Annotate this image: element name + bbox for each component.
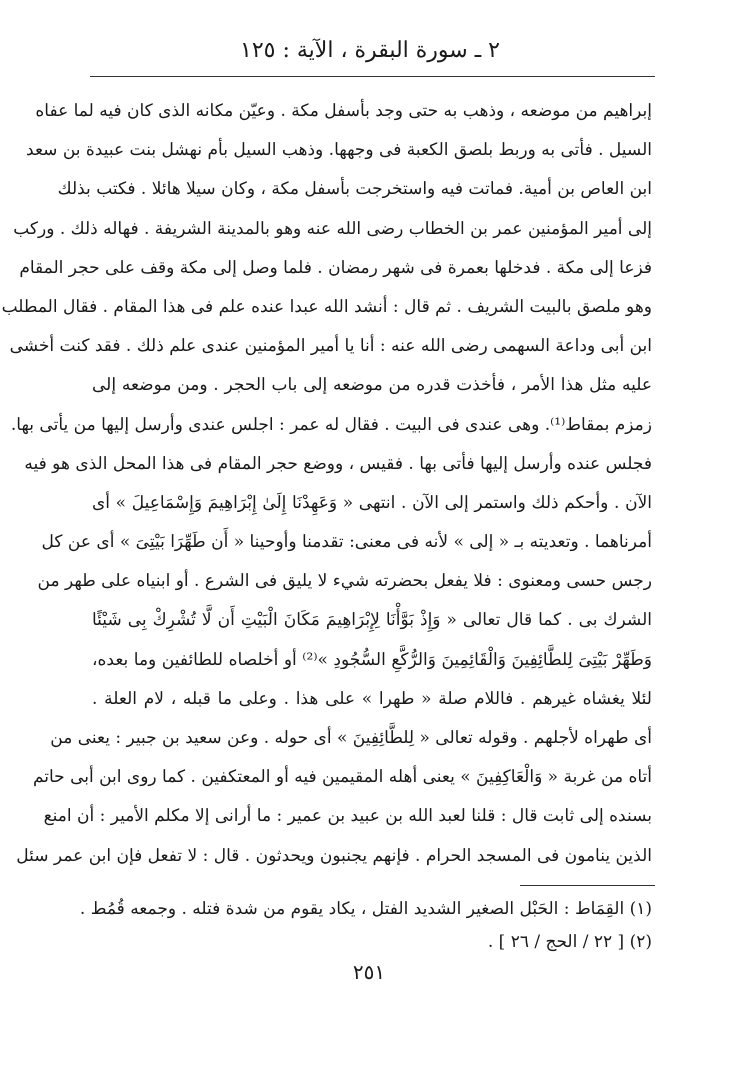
footnote-divider [520, 885, 655, 886]
body-line: الشرك بى . كما قال تعالى « وَإِذْ بَوَّأْنَا لِإِبْرَاهِيمَ مَكَانَ الْبَيْتِ أَن لَّا تُشْرِكْ بِى شَيْئًا [92, 610, 652, 631]
body-line: فجلس عنده وأرسل إليها فأتى بها . فقيس ، ووضع حجر المقام فى هذا المحل الذى هو فيه [24, 453, 652, 474]
body-line: أتاه من غربة « وَالْعَاكِفِينَ » يعنى أهله المقيمين فيه أو المعتكفين . كما روى ابن أبى حاتم [32, 767, 652, 788]
body-line: أمرناهما . وتعديته بـ « إلى » لأنه فى معنى: تقدمنا وأوحينا « أَن طَهِّرَا بَيْتِىَ » أى عن كل [41, 532, 652, 553]
page-number: ٢٥١ [352, 960, 386, 984]
body-line: الذين ينامون فى المسجد الحرام . فإنهم يجنبون ويحدثون . قال : لا تفعل فإن ابن عمر سئل [16, 845, 652, 866]
running-header: ٢ ـ سورة البقرة ، الآية : ١٢٥ [240, 38, 500, 63]
body-line: ابن العاص بن أمية. فماتت فيه واستخرجت بأسفل مكة ، وكان سيلا هائلا . فكتب بذلك [57, 179, 652, 200]
body-line: وَطَهِّرْ بَيْتِىَ لِلطَّائِفِينَ وَالْقَائِمِينَ وَالرُّكَّعِ السُّجُودِ »⁽²⁾ أو أخلصاه للطائفين وما بعده، [92, 649, 653, 670]
body-line: زمزم بمقاط⁽¹⁾. وهى عندى فى البيت . فقال له عمر : اجلس عندى وأرسل إليها من يأتى بها. [10, 414, 652, 435]
body-line: أى طهراه لأجلهم . وقوله تعالى « لِلطَّائِفِينَ » أى حوله . وعن سعيد بن جبير : يعنى من [50, 728, 652, 748]
body-line: ابن أبى وداعة السهمى رضى الله عنه : أنا يا أمير المؤمنين عندى علم ذلك . فقد كنت أخشى [9, 336, 652, 357]
body-line: السيل . فأتى به وربط بلصق الكعبة فى وجهها. وذهب السيل بأم نهشل بنت عبيدة بن سعد [26, 140, 652, 161]
body-line: إبراهيم من موضعه ، وذهب به حتى وجد بأسفل مكة . وعيّن مكانه الذى كان فيه لما عفاه [35, 101, 652, 121]
body-line: إلى أمير المؤمنين عمر بن الخطاب رضى الله عنه وهو بالمدينة الشريفة . فهاله ذلك . وركب [13, 218, 652, 239]
body-line: وهو ملصق بالبيت الشريف . ثم قال : أنشد الله عبدا عنده علم فى هذا المقام . فقال المطلب [1, 296, 652, 317]
body-line: الآن . وأحكم ذلك واستمر إلى الآن . انتهى « وَعَهِدْنَا إِلَىٰ إِبْرَاهِيمَ وَإِسْمَاعِيلَ » أى [92, 492, 652, 513]
body-line: رجس حسى ومعنوى : فلا يفعل بحضرته شيء لا يليق فى الشرع . أو ابنياه على طهر من [37, 571, 652, 592]
header-divider [90, 76, 655, 77]
body-line: عليه مثل هذا الأمر ، فأخذت قدره من موضعه إلى باب الحجر . ومن موضعه إلى [92, 375, 652, 396]
footnote-2: (٢) [ ٢٢ / الحج / ٢٦ ] . [487, 932, 652, 952]
body-text [1, 92, 653, 876]
body-line: فزعا إلى مكة . فدخلها بعمرة فى شهر رمضان . فلما وصل إلى مكة وقف على حجر المقام [19, 257, 652, 278]
footnotes [79, 893, 652, 959]
body-line: لئلا يغشاه غيرهم . فاللام صلة « طهرا » على هذا . وعلى ما قبله ، لام العلة . [92, 688, 652, 709]
footnote-1: (١) القِمَاط : الحَبْل الصغير الشديد الفتل ، يكاد يقوم من شدة فتله . وجمعه قُمُط . [79, 899, 652, 919]
body-line: بسنده إلى ثابت قال : قلنا لعبد الله بن عبيد بن عمير : ما أرانى إلا مكلم الأمير : أن امنع [43, 806, 652, 827]
